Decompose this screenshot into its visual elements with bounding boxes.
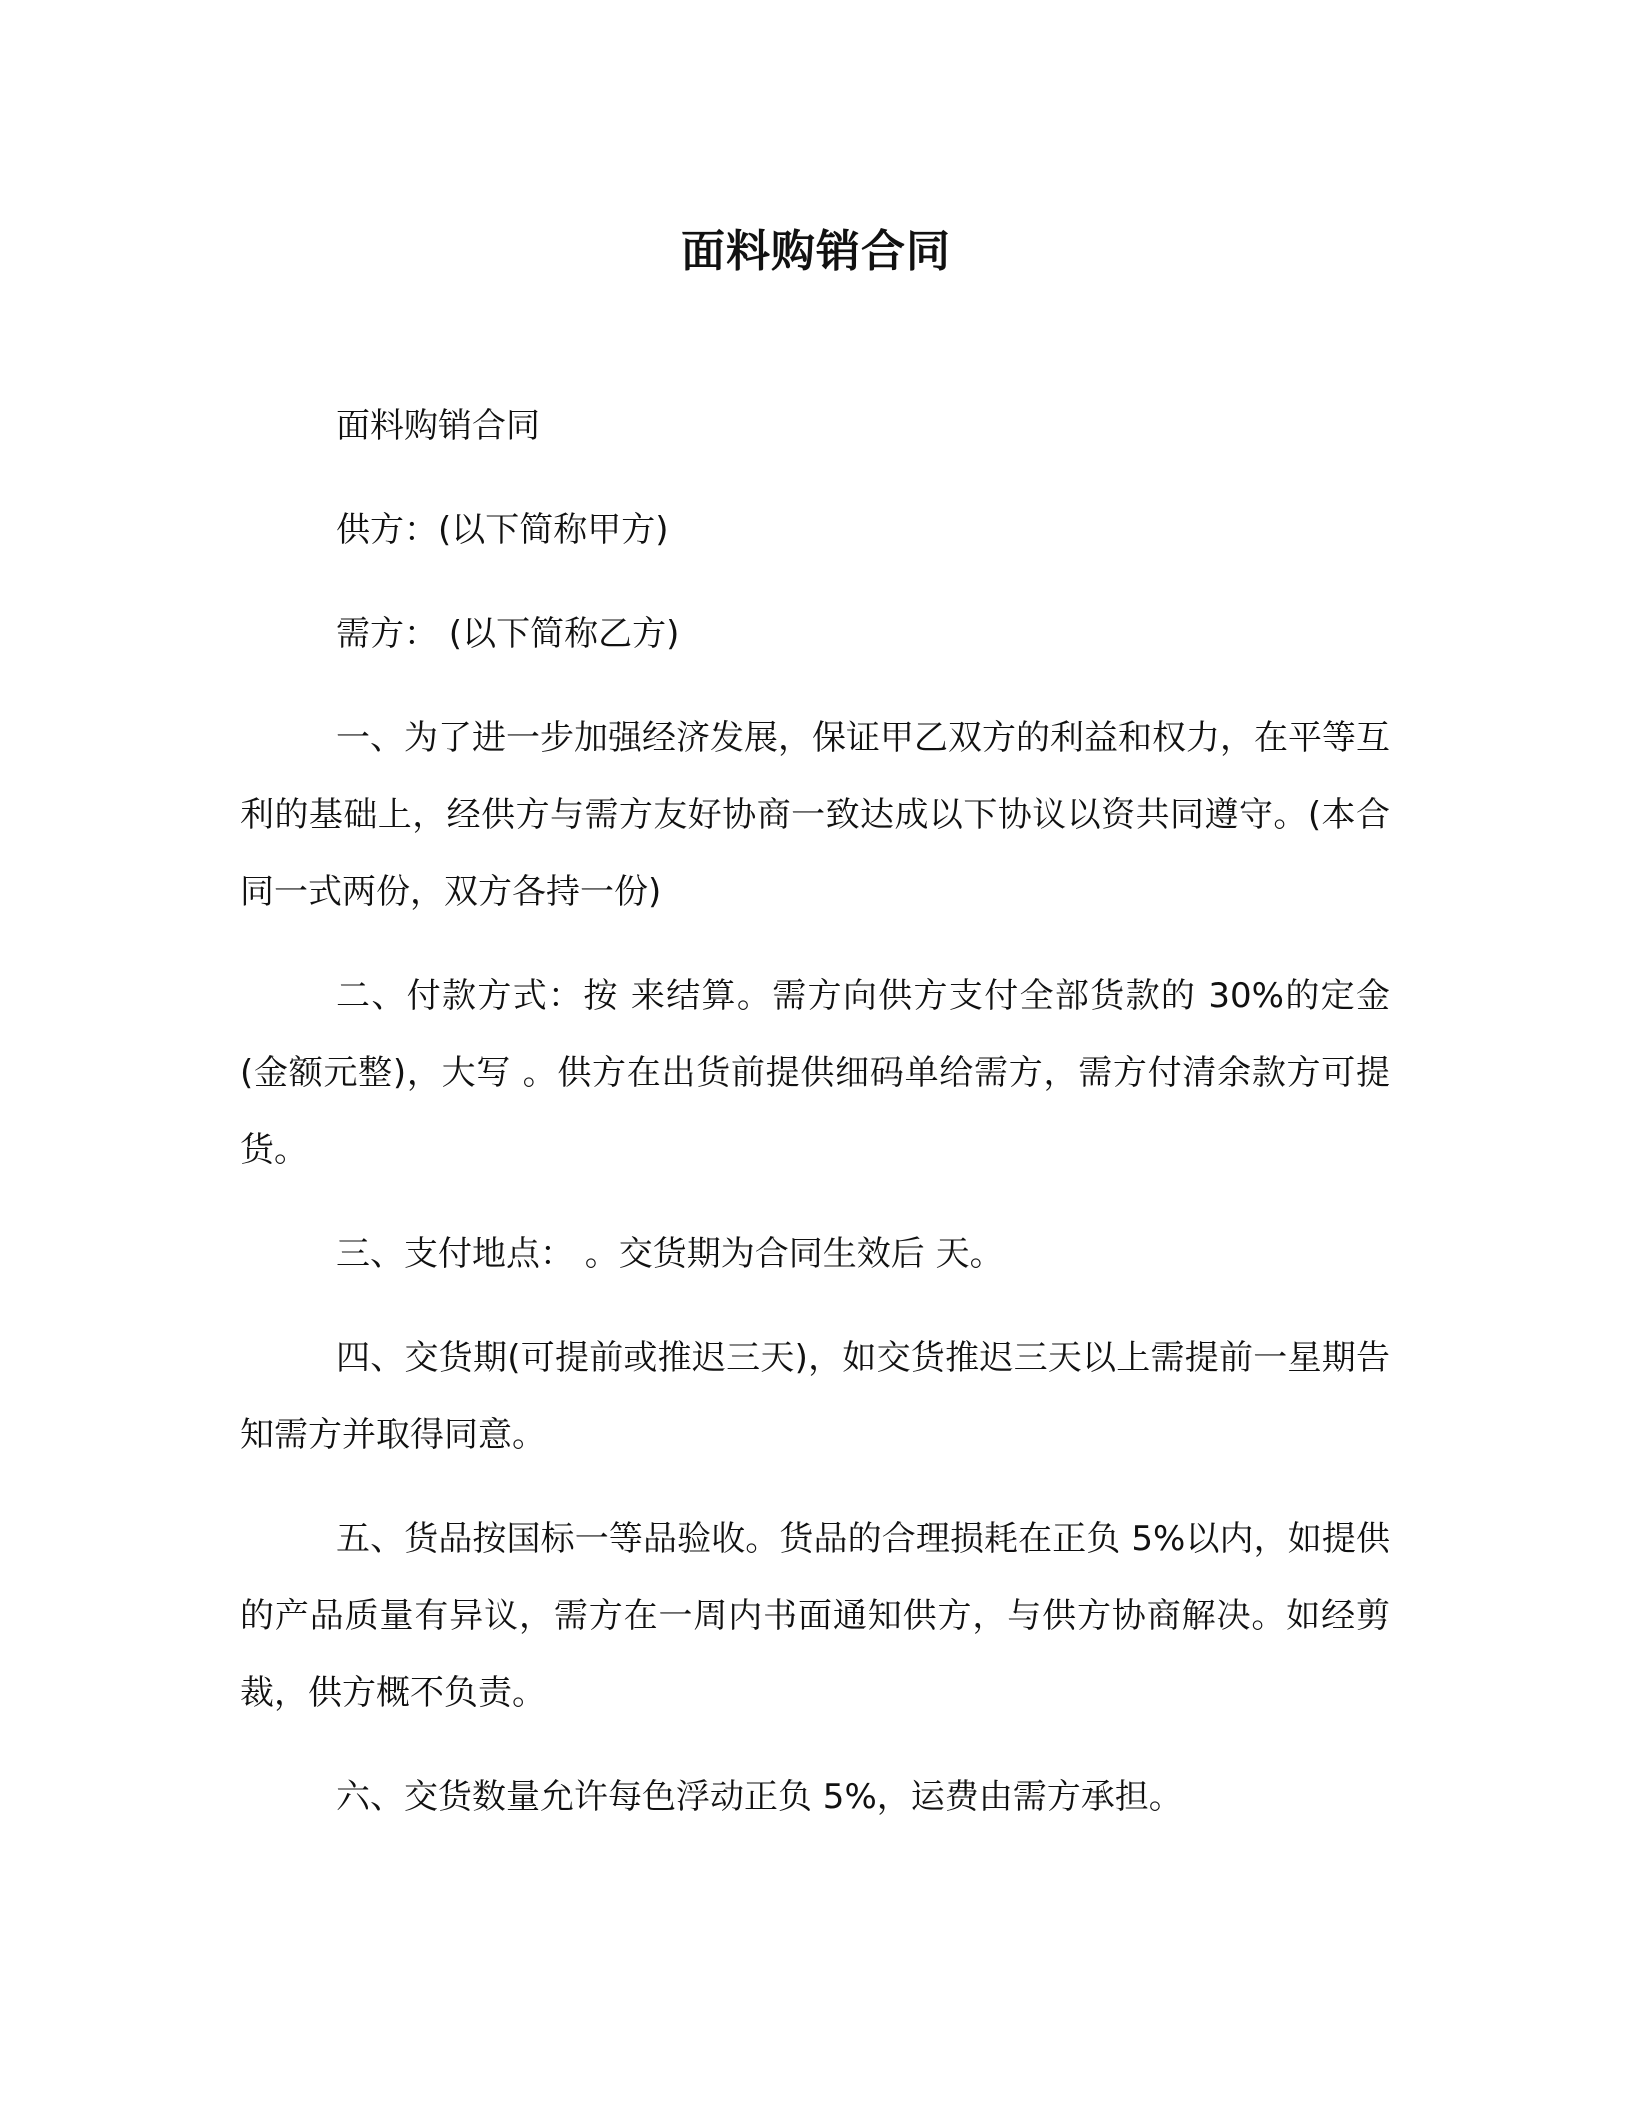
- paragraph-contract-name: 面料购销合同: [336, 406, 540, 446]
- paragraph-clause-3: 三、支付地点： 。交货期为合同生效后 天。: [336, 1234, 1004, 1274]
- paragraph-clause-6: 六、交货数量允许每色浮动正负 5%，运费由需方承担。: [336, 1777, 1183, 1817]
- paragraph-clause-4: 四、交货期(可提前或推迟三天)，如交货推迟三天以上需提前一星期告知需方并取得同意。: [240, 1338, 1390, 1455]
- document-title: 面料购销合同: [681, 226, 951, 277]
- paragraph-clause-2: 二、付款方式：按 来结算。需方向供方支付全部货款的 30%的定金(金额元整)，大写 。供方在出货前提供细码单给需方，需方付清余款方可提货。: [240, 976, 1390, 1170]
- paragraph-clause-5: 五、货品按国标一等品验收。货品的合理损耗在正负 5%以内，如提供的产品质量有异议，需方在一周内书面通知供方，与供方协商解决。如经剪裁，供方概不负责。: [240, 1519, 1390, 1713]
- paragraph-buyer: 需方： (以下简称乙方): [336, 614, 680, 654]
- paragraph-supplier: 供方：(以下简称甲方): [336, 510, 669, 550]
- document-body: [240, 388, 1390, 1836]
- paragraph-clause-1: 一、为了进一步加强经济发展，保证甲乙双方的利益和权力，在平等互利的基础上，经供方与需方友好协商一致达成以下协议以资共同遵守。(本合同一式两份，双方各持一份): [240, 718, 1390, 912]
